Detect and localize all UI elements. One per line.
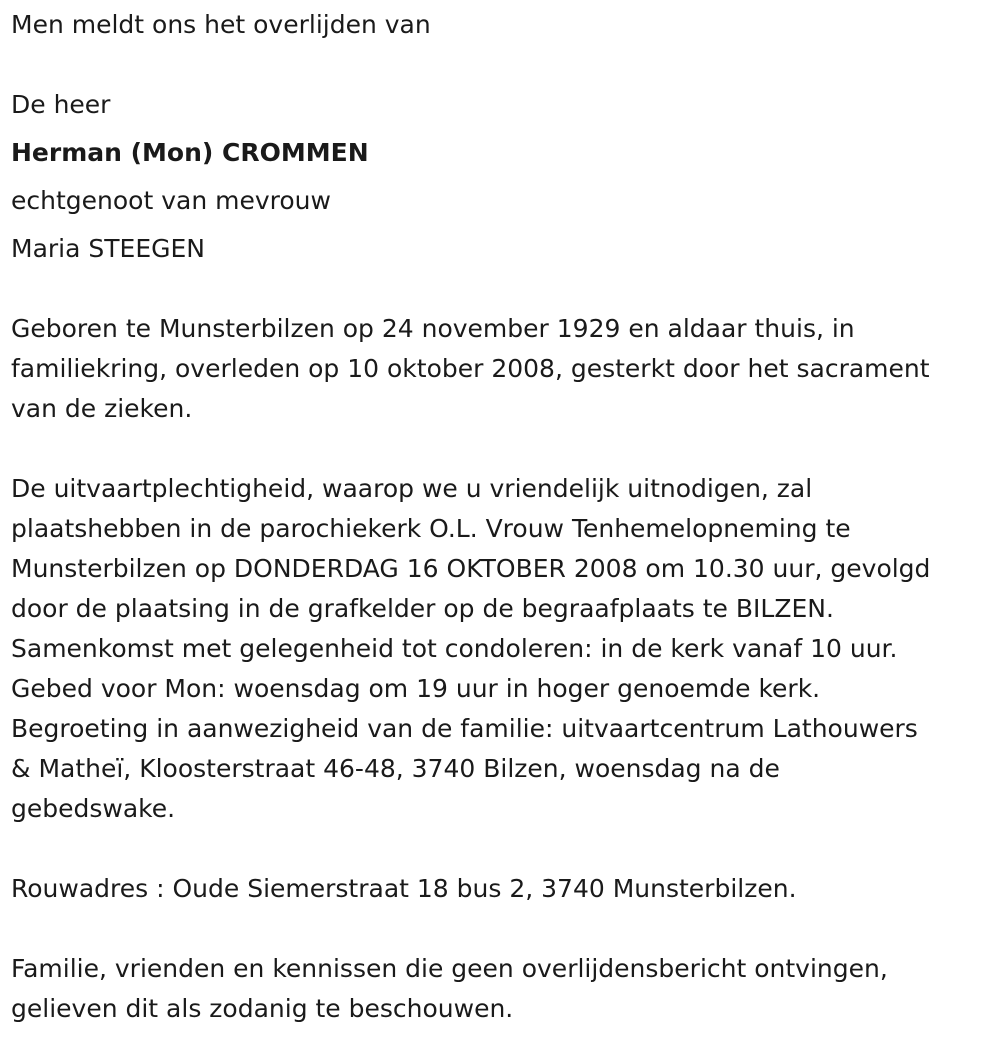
paragraph-line: Familie, vrienden en kennissen die geen overlijdensbericht ontvingen, [11,954,888,983]
funeral-paragraph [11,469,996,829]
paragraph-line: familiekring, overleden op 10 oktober 2008, gesterkt door het sacrament [11,354,930,383]
paragraph-line: Geboren te Munsterbilzen op 24 november 1929 en aldaar thuis, in [11,314,855,343]
paragraph-line: plaatshebben in de parochiekerk O.L. Vrouw Tenhemelopneming te [11,514,851,543]
birth-death-paragraph [11,309,996,429]
spouse-name: Maria STEEGEN [11,234,205,263]
paragraph-line: gelieven dit als zodanig te beschouwen. [11,994,514,1023]
paragraph-line: Munsterbilzen op DONDERDAG 16 OKTOBER 2008 om 10.30 uur, gevolgd [11,554,931,583]
intro-text: Men meldt ons het overlijden van [11,10,431,39]
paragraph-line: gebedswake. [11,794,176,823]
spouse-label: echtgenoot van mevrouw [11,186,331,215]
paragraph-line: Begroeting in aanwezigheid van de familie: uitvaartcentrum Lathouwers [11,714,918,743]
deceased-name: Herman (Mon) CROMMEN [11,138,369,167]
spacer [11,829,996,869]
mourning-address: Rouwadres : Oude Siemerstraat 18 bus 2, 3740 Munsterbilzen. [11,874,797,903]
honorific: De heer [11,90,111,119]
paragraph-line: & Matheï, Kloosterstraat 46-48, 3740 Bilzen, woensdag na de [11,754,780,783]
paragraph-line: Samenkomst met gelegenheid tot condoleren: in de kerk vanaf 10 uur. [11,634,898,663]
paragraph-line: door de plaatsing in de grafkelder op de begraafplaats te BILZEN. [11,594,834,623]
spacer [11,269,996,309]
closing-paragraph [11,949,996,1029]
spacer [11,429,996,469]
spacer [11,909,996,949]
obituary-document [11,5,996,1029]
paragraph-line: Gebed voor Mon: woensdag om 19 uur in hoger genoemde kerk. [11,674,821,703]
spacer [11,45,996,85]
paragraph-line: van de zieken. [11,394,193,423]
paragraph-line: De uitvaartplechtigheid, waarop we u vriendelijk uitnodigen, zal [11,474,813,503]
